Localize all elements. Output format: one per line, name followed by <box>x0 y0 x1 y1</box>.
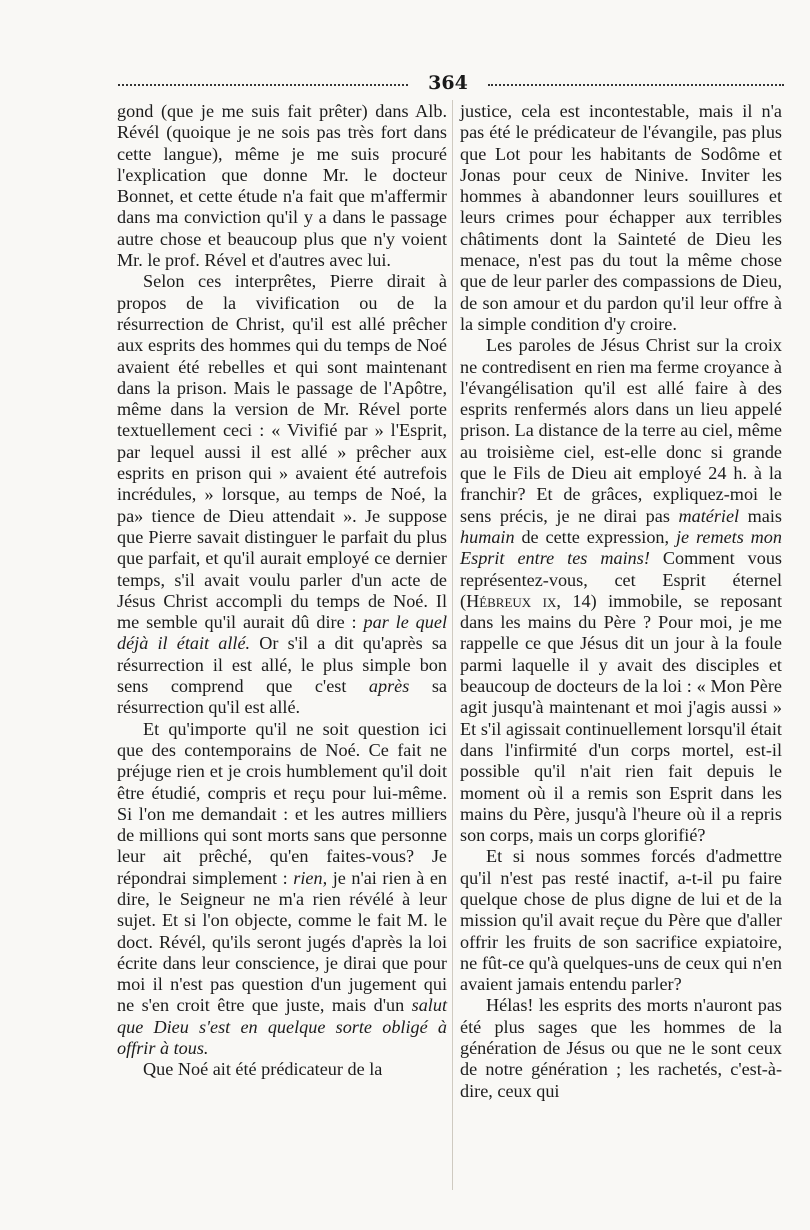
paragraph-text: Et qu'importe qu'il ne soit question ici que des contemporains de Noé. Ce fait ne préjuge rien et je crois humblement qu'il doit être étudié, compris et reçu pour lui-même. Si l'on me demandait : et les autres milliers de millions qui sont morts sans que personne leur ait prêché, qu'en faites-vous? Je répondrai simplement : <box>117 718 447 888</box>
paragraph <box>460 335 782 846</box>
italic-text: par le quel déjà il était allé. <box>117 612 447 654</box>
paragraph <box>117 271 447 718</box>
left-column <box>117 101 447 1081</box>
paragraph-text: justice, cela est incontestable, mais il n'a pas été le prédicateur de l'évangile, pas plus que Lot pour les habitants de Sodôme et Jonas pour ceux de Ninive. Inviter les hommes à abandonner leurs souillures et leurs crimes pour échapper aux terribles châtiments dont la Sainteté de Dieu les menace, n'est pas du tout la même chose que de leur parler des compassions de Dieu, de son amour et du pardon qu'il leur offre à la simple condition d'y croire. <box>460 101 782 334</box>
paragraph <box>460 995 782 1101</box>
italic-text: matériel <box>678 505 740 526</box>
italic-text: humain <box>460 526 515 547</box>
paragraph-text: Comment vous représentez-vous, cet Esprit éternel ( <box>460 548 783 611</box>
italic-text: après <box>368 676 410 697</box>
paragraph <box>117 719 447 1060</box>
italic-text: rien, <box>293 867 328 888</box>
header-rule-left <box>118 84 408 86</box>
italic-text: salut que Dieu s'est en quelque sorte obligé à offrir à tous. <box>117 995 448 1059</box>
paragraph-text: je n'ai rien à en dire, le Seigneur ne m'a rien révélé à leur sujet. Et si l'on objecte, comme le fait M. le doct. Révél, qu'ils seront jugés d'après la loi écrite dans leur conscience, je dirai que pour moi il n'est pas question d'un jugement qui ne s'en croit être que juste, mais d'un <box>117 867 448 1016</box>
paragraph-text: Or s'il a dit qu'après sa résurrection il est allé, le plus simple bon sens comprend que c'est <box>117 633 447 697</box>
paragraph-text: Que Noé ait été prédicateur de la <box>143 1059 383 1080</box>
paragraph-text: mais <box>747 505 783 526</box>
page-header <box>118 72 784 94</box>
paragraph-text: Selon ces interprêtes, Pierre dirait à propos de la vivification ou de la résurrection de Christ, qu'il est allé prêcher aux esprits des hommes qui du temps de Noé avaient été rebelles et qui sont maintenant dans la prison. Mais le passage de l'Apôtre, même dans la version de Mr. Rével porte textuellement ceci : « Vivifié par » l'Esprit, par lequel aussi il est allé » prêcher aux esprits en prison qui » avaient été autrefois incrédules, » lorsque, au temps de Noé, la pa» tience de Dieu attendait ». Je suppose que Pierre savait distinguer le parfait du plus que parfait, et qu'il aurait employé ce dernier temps, s'il avait voulu parler d'un acte de Jésus Christ accompli du temps de Noé. Il me semble qu'il aurait dû dire : <box>117 271 447 633</box>
paragraph-text: Les paroles de Jésus Christ sur la croix ne contredisent en rien ma ferme croyance à l'évangélisation qu'il est allé faire à des esprits renfermés alors dans un lieu appelé prison. La distance de la terre au ciel, même au troisième ciel, est-elle donc si grande que le Fils de Dieu ait employé 24 h. à la franchir? Et de grâces, expliquez-moi le sens précis, je ne dirai pas <box>460 335 782 526</box>
paragraph-text: sa résurrection qu'il est allé. <box>117 676 448 718</box>
citation-text: Hébreux ix, <box>466 590 561 611</box>
right-column <box>460 101 782 1102</box>
paragraph <box>460 101 782 335</box>
paragraph-text: Et si nous sommes forcés d'admettre qu'il n'est pas resté inactif, a-t-il pu faire quelque chose de plus digne de lui et de la mission qu'il avait reçue du Père que d'aller offrir les fruits de son sacrifice expiatoire, ne fût-ce qu'à quelques-uns de ceux qui n'en avaient jamais entendu parler? <box>460 846 782 995</box>
paragraph <box>460 846 782 995</box>
column-gutter <box>452 100 453 1190</box>
paragraph <box>117 101 447 271</box>
paragraph-text: Hélas! les esprits des morts n'auront pas été plus sages que les hommes de la génération de Jésus ou que ne le sont ceux de notre génération ; les rachetés, c'est-à-dire, ceux qui <box>460 995 782 1101</box>
paragraph-text: 14) immobile, se reposant dans les mains du Père ? Pour moi, je me rappelle ce que Jésus dit un jour à la foule parmi laquelle il y avait des disciples et beaucoup de docteurs de la loi : « Mon Père agit jusqu'à maintenant et moi j'agis aussi » Et s'il agissait continuellement lorsqu'il était dans l'infirmité d'un corps mortel, est-il possible qu'il n'ait rien fait depuis le moment où il a remis son Esprit dans les mains du Père, jusqu'à l'heure où il a repris son corps, mais un corps glorifié? <box>460 590 782 846</box>
paragraph-text: gond (que je me suis fait prêter) dans Alb. Révél (quoique je ne sois pas très fort dans cette langue), même je me suis procuré l'explication que donne Mr. le docteur Bonnet, et cette étude n'a fait que m'affermir dans ma conviction qu'il y a dans le passage autre chose et beaucoup plus que n'y voient Mr. le prof. Rével et d'autres avec lui. <box>117 101 447 271</box>
page-number: 364 <box>428 72 468 94</box>
header-rule-right <box>488 84 784 86</box>
paragraph <box>117 1059 447 1080</box>
italic-text: je remets mon Esprit entre tes mains! <box>460 526 782 569</box>
paragraph-text: de cette expression, <box>521 526 670 547</box>
